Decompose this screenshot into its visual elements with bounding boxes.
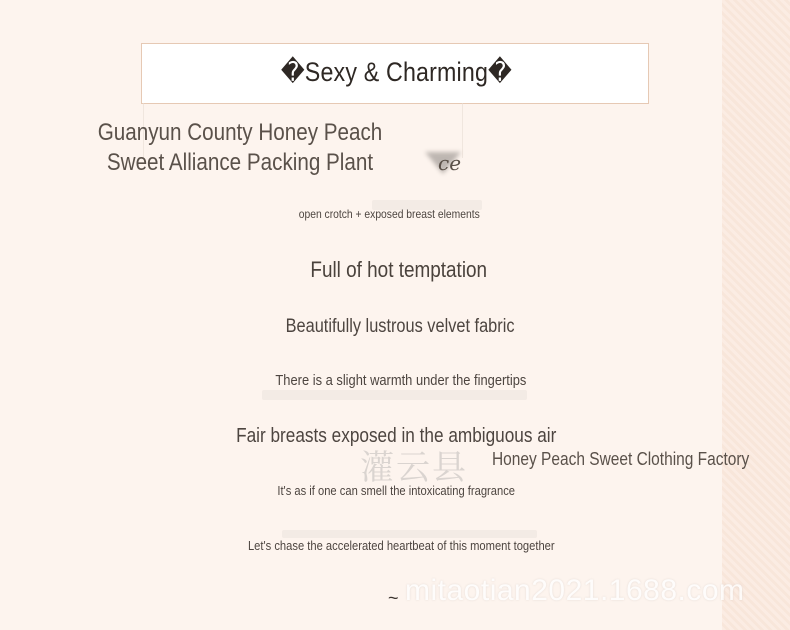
description-line-3: Beautifully lustrous velvet fabric	[285, 316, 515, 337]
page-title: �Sexy & Charming�	[280, 57, 512, 87]
factory-watermark: Honey Peach Sweet Clothing Factory	[492, 449, 750, 469]
description-line-5: Fair breasts exposed in the ambiguous air	[235, 425, 557, 447]
decorative-side-panel	[722, 0, 790, 630]
description-line-4: There is a slight warmth under the fingertips	[275, 372, 527, 389]
script-text-fragment: ce	[438, 151, 462, 175]
cjk-watermark: 灌云县	[360, 449, 468, 487]
description-line-7: Let's chase the accelerated heartbeat of this moment together	[247, 538, 555, 553]
description-line-6: It's as if one can smell the intoxicating fragrance	[277, 483, 515, 498]
url-watermark: mitaotian2021.1688.com	[405, 574, 745, 607]
tilde-ornament: ~	[388, 588, 399, 608]
description-line-1: open crotch + exposed breast elements	[298, 207, 480, 221]
description-line-2: Full of hot temptation	[310, 257, 488, 282]
title-inner-panel	[149, 48, 643, 97]
faint-background-text	[282, 530, 537, 538]
faint-background-text	[262, 390, 527, 400]
title-frame	[141, 43, 649, 104]
company-watermark: Guanyun County Honey Peach Sweet Alliance Packing Plant	[97, 119, 383, 176]
